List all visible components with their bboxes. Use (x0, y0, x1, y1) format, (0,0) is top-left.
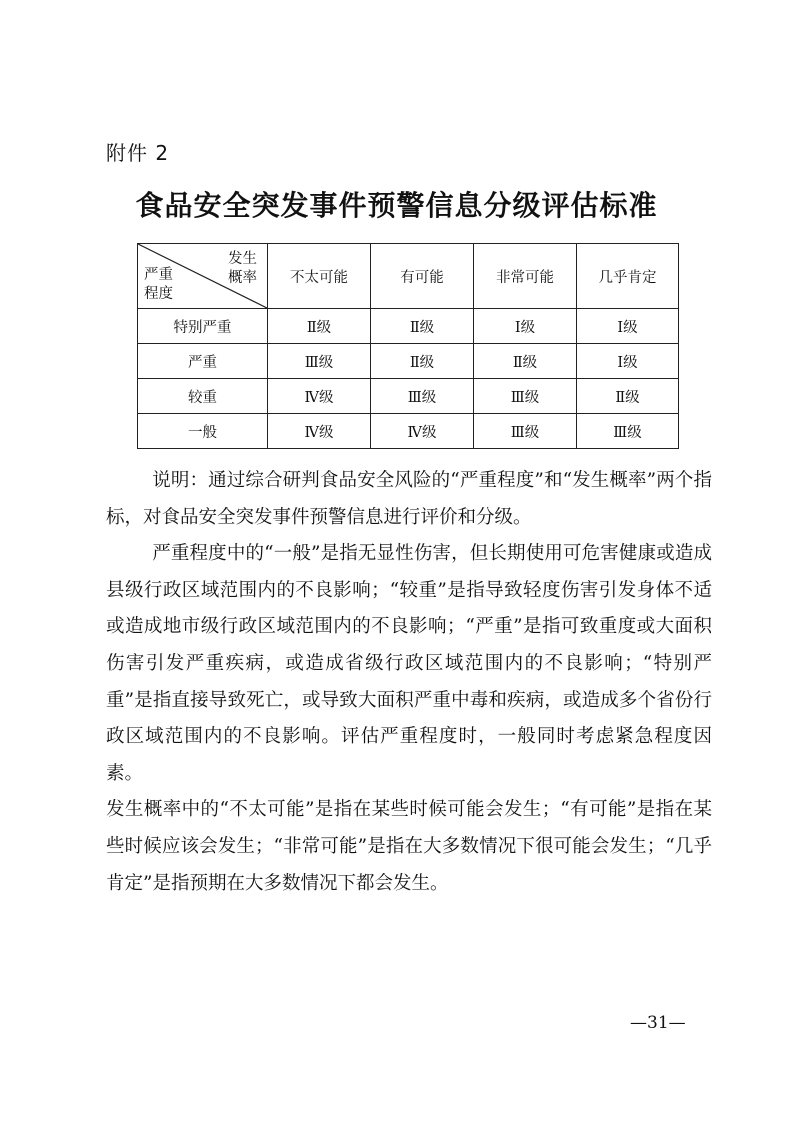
column-header: 几乎肯定 (577, 244, 679, 309)
table-header-row (138, 244, 679, 309)
table-cell: Ⅰ级 (577, 344, 679, 379)
row-header: 严重 (138, 344, 268, 379)
row-header: 一般 (138, 414, 268, 449)
table-cell: Ⅲ级 (268, 344, 371, 379)
table-row (138, 414, 679, 449)
column-header: 非常可能 (474, 244, 577, 309)
table-corner-cell (138, 244, 268, 309)
table-cell: Ⅳ级 (371, 414, 474, 449)
paragraph-severity: 严重程度中的“一般”是指无显性伤害，但长期使用可危害健康或造成县级行政区域范围内的不良影响；“较重”是指导致轻度伤害引发身体不适或造成地市级行政区域范围内的不良影响；“严重”是指可致重度或大面积伤害引发严重疾病，或造成省级行政区域范围内的不良影响；“特别严重”是指直接导致死亡，或导致大面积严重中毒和疾病，或造成多个省份行政区域范围内的不良影响。评估严重程度时，一般同时考虑紧急程度因素。 (106, 543, 712, 784)
paragraph-probability: 发生概率中的“不太可能”是指在某些时候可能会发生；“有可能”是指在某些时候应该会发生；“非常可能”是指在大多数情况下很可能会发生；“几乎肯定”是指预期在大多数情况下都会发生。 (106, 799, 712, 894)
table-cell: Ⅱ级 (371, 309, 474, 344)
table-cell: Ⅱ级 (474, 344, 577, 379)
body-text (106, 463, 712, 902)
table-cell: Ⅲ级 (371, 379, 474, 414)
page-number: —31— (630, 1013, 686, 1033)
table-cell: Ⅱ级 (577, 379, 679, 414)
table-cell: Ⅳ级 (268, 379, 371, 414)
column-header: 不太可能 (268, 244, 371, 309)
attachment-label: 附件 2 (106, 141, 170, 165)
corner-probability-label: 发生 概率 (228, 251, 257, 286)
column-header: 有可能 (371, 244, 474, 309)
table-cell: Ⅰ级 (577, 309, 679, 344)
paragraph-explanation: 说明：通过综合研判食品安全风险的“严重程度”和“发生概率”两个指标，对食品安全突发事件预警信息进行评价和分级。 (106, 470, 712, 528)
row-header: 特别严重 (138, 309, 268, 344)
table-cell: Ⅱ级 (371, 344, 474, 379)
table-cell: Ⅱ级 (268, 309, 371, 344)
table-cell: Ⅰ级 (474, 309, 577, 344)
table-row (138, 309, 679, 344)
table-cell: Ⅳ级 (268, 414, 371, 449)
corner-severity-label: 严重 程度 (144, 267, 173, 302)
grading-table (137, 243, 679, 449)
table-cell: Ⅲ级 (474, 379, 577, 414)
table-cell: Ⅲ级 (474, 414, 577, 449)
row-header: 较重 (138, 379, 268, 414)
table-row (138, 379, 679, 414)
table-cell: Ⅲ级 (577, 414, 679, 449)
page-title: 食品安全突发事件预警信息分级评估标准 (135, 189, 658, 222)
table-row (138, 344, 679, 379)
